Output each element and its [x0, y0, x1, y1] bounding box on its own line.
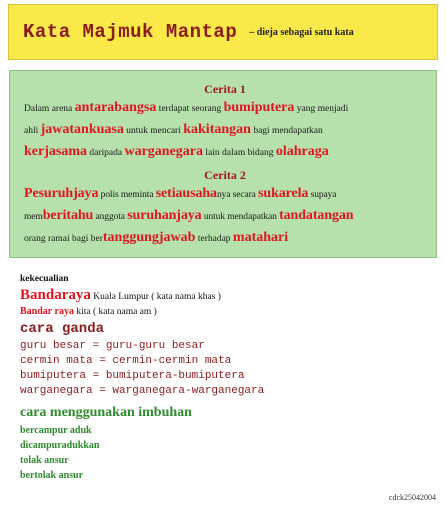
compound-word: jawatankuasa	[40, 122, 124, 137]
compound-word: suruhanjaya	[127, 208, 202, 223]
compound-word: kakitangan	[183, 122, 251, 137]
imbuhan-heading: cara menggunakan imbuhan	[20, 405, 192, 420]
story-text: yang menjadi	[294, 104, 349, 114]
story-text: terhadap	[195, 234, 233, 244]
story-text: anggota	[93, 212, 128, 222]
page-title: Kata Majmuk Mantap	[23, 21, 238, 43]
cara-ganda-line: warganegara = warganegara-warganegara	[20, 385, 265, 397]
exception-note: kita ( kata nama am )	[74, 307, 157, 317]
exception-word: Bandar raya	[20, 306, 74, 317]
story-2-line	[24, 183, 426, 205]
notes-section	[20, 272, 430, 483]
imbuhan-item: bercampur aduk	[20, 425, 92, 436]
compound-word: kerjasama	[24, 144, 87, 159]
story-text: untuk mendapatkan	[201, 212, 280, 222]
compound-word: sukarela	[258, 186, 309, 201]
story-1-line	[24, 97, 426, 119]
exception-item	[20, 286, 430, 304]
compound-word: tanggungjawab	[102, 230, 196, 245]
compound-word: warganegara	[124, 144, 203, 159]
story-text: supaya	[308, 190, 337, 200]
compound-word: olahraga	[275, 144, 329, 159]
compound-word: matahari	[232, 230, 289, 245]
compound-word: bumiputera	[223, 100, 295, 115]
imbuhan-item: tolak ansur	[20, 455, 69, 466]
imbuhan-item: dicampuradukkan	[20, 440, 100, 451]
story-text: nya secara	[216, 190, 259, 200]
story-box	[9, 70, 437, 258]
cara-ganda-line: guru besar = guru-guru besar	[20, 340, 205, 352]
story-text: ahli	[24, 126, 41, 136]
footer-code: cdck25042004	[388, 493, 436, 502]
story-1-heading: Cerita 1	[204, 82, 246, 96]
story-text: terdapat seorang	[156, 104, 224, 114]
compound-word: Pesuruhjaya	[24, 186, 99, 201]
story-text: mem	[24, 212, 43, 222]
imbuhan-item: bertolak ansur	[20, 470, 84, 481]
story-text: polis meminta	[98, 190, 156, 200]
story-text: bagi mendapatkan	[250, 126, 323, 136]
compound-word: setiausaha	[155, 186, 217, 201]
compound-word: antarabangsa	[74, 100, 157, 115]
title-banner	[8, 4, 438, 60]
story-text: daripada	[87, 148, 125, 158]
story-text: Dalam arena	[24, 104, 75, 114]
story-2-heading: Cerita 2	[204, 168, 246, 182]
exception-note: Kuala Lumpur ( kata nama khas )	[90, 292, 221, 302]
compound-word: tandatangan	[279, 208, 354, 223]
story-2-line	[24, 205, 426, 227]
story-1-line	[24, 119, 426, 141]
cara-ganda-line: bumiputera = bumiputera-bumiputera	[20, 370, 245, 382]
story-text: untuk mencari	[123, 126, 184, 136]
story-1-line	[24, 141, 426, 163]
exception-word: Bandaraya	[20, 287, 91, 303]
exception-item	[20, 304, 430, 319]
exceptions-label: kekecualian	[20, 274, 69, 284]
page-subtitle: – dieja sebagai satu kata	[249, 26, 354, 38]
cara-ganda-heading: cara ganda	[20, 321, 105, 337]
story-text: orang ramai bagi ber	[24, 234, 103, 244]
story-2-line	[24, 227, 426, 249]
cara-ganda-line: cermin mata = cermin-cermin mata	[20, 355, 232, 367]
story-text: lain dalam bidang	[203, 148, 276, 158]
compound-word: beritahu	[42, 208, 94, 223]
